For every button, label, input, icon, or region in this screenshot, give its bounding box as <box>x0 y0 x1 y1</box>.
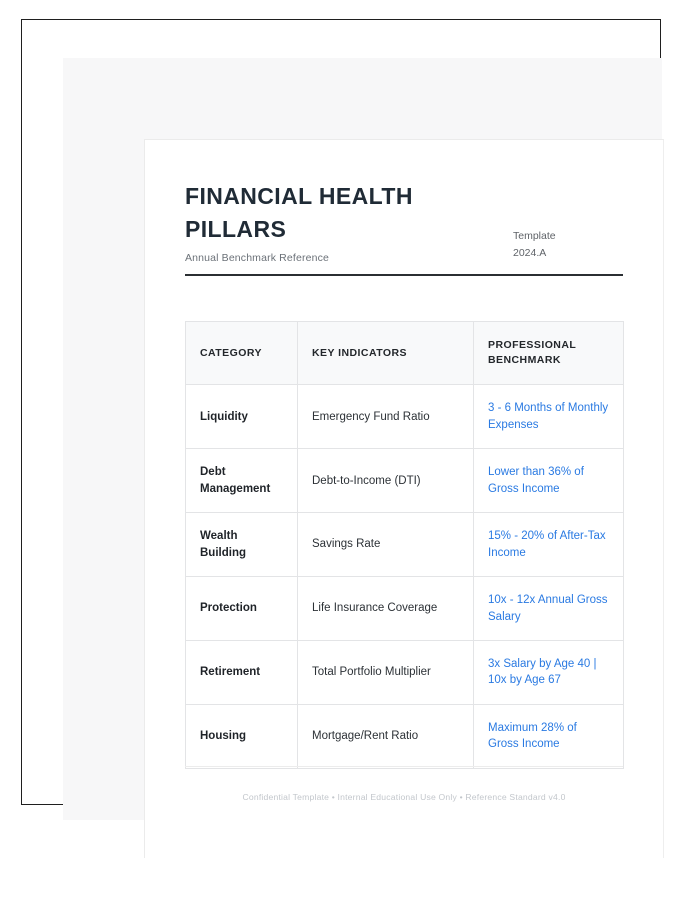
cell-benchmark: Maximum 28% of Gross Income <box>474 704 624 768</box>
column-header-benchmark: PROFESSIONAL BENCHMARK <box>474 322 624 385</box>
template-block <box>513 228 623 265</box>
cell-category: Liquidity <box>186 385 298 449</box>
cell-benchmark: 3x Salary by Age 40 | 10x by Age 67 <box>474 640 624 704</box>
document-card <box>144 139 664 858</box>
cell-benchmark: 15% - 20% of After-Tax Income <box>474 513 624 577</box>
title-row <box>185 180 623 264</box>
title-block <box>185 180 485 264</box>
cell-indicator: Emergency Fund Ratio <box>298 385 474 449</box>
cell-category: Retirement <box>186 640 298 704</box>
footer-note: Confidential Template • Internal Educational Use Only • Reference Standard v4.0 <box>242 792 566 802</box>
cell-indicator: Total Portfolio Multiplier <box>298 640 474 704</box>
table-row <box>186 449 624 513</box>
cell-category: Protection <box>186 577 298 641</box>
cell-benchmark: 10x - 12x Annual Gross Salary <box>474 577 624 641</box>
cell-indicator: Life Insurance Coverage <box>298 577 474 641</box>
table-row <box>186 385 624 449</box>
outer-frame <box>21 19 661 805</box>
benchmark-table <box>185 321 624 769</box>
cell-category: Wealth Building <box>186 513 298 577</box>
cell-benchmark: Lower than 36% of Gross Income <box>474 449 624 513</box>
column-header-category: CATEGORY <box>186 322 298 385</box>
page-title: FINANCIAL HEALTH PILLARS <box>185 183 413 242</box>
backdrop-panel <box>63 58 662 820</box>
page-subtitle: Annual Benchmark Reference <box>185 252 329 265</box>
cell-indicator: Savings Rate <box>298 513 474 577</box>
document-header <box>185 180 623 276</box>
document-footer <box>185 766 623 802</box>
table-row <box>186 577 624 641</box>
table-body <box>186 385 624 768</box>
table-header-row <box>186 322 624 385</box>
cell-indicator: Debt-to-Income (DTI) <box>298 449 474 513</box>
title-divider <box>185 274 623 276</box>
cell-benchmark: 3 - 6 Months of Monthly Expenses <box>474 385 624 449</box>
cell-category: Housing <box>186 704 298 768</box>
table-row <box>186 704 624 768</box>
template-version: 2024.A <box>513 247 547 259</box>
column-header-indicators: KEY INDICATORS <box>298 322 474 385</box>
template-label: Template <box>513 229 556 242</box>
table-row <box>186 513 624 577</box>
table-row <box>186 640 624 704</box>
cell-indicator: Mortgage/Rent Ratio <box>298 704 474 768</box>
footer-divider <box>185 766 623 767</box>
cell-category: Debt Management <box>186 449 298 513</box>
